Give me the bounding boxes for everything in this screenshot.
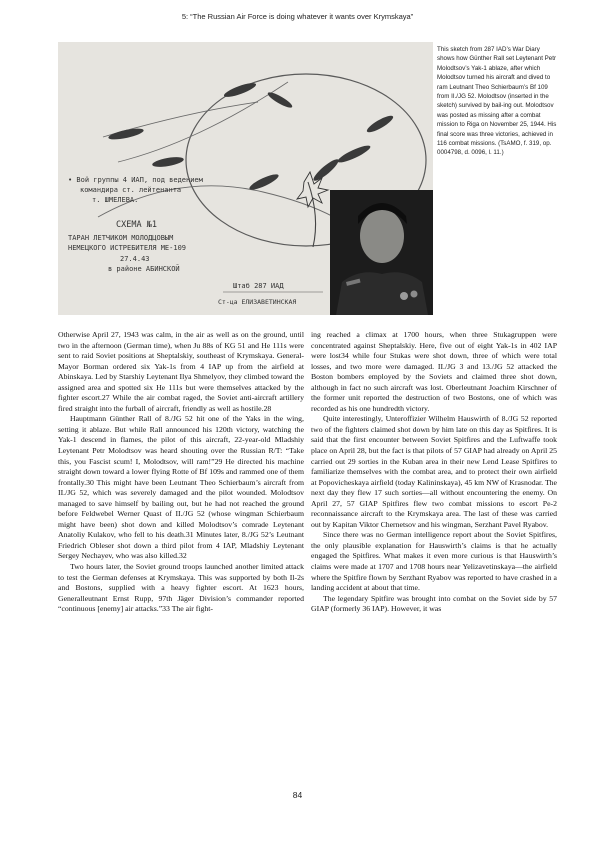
- right-paragraph-3: Since there was no German intelligence report about the Soviet Spitfires, the only plausible explanation for Hauswirth’s claims is that he actually engaged the Spitfires. What makes it even more curious is that Hauswirth’s claims were made at 1707 and 1708 hours near Yelizavetinskaya—the airfield where the Spitfire flown by Serzhant Ryabov was reported to have crashed in a landing accident at about that time.: [311, 530, 557, 593]
- station-label: Ст-ца ЕЛИЗАВЕТИНСКАЯ: [218, 298, 297, 306]
- portrait-face: [360, 209, 404, 263]
- figure-caption: This sketch from 287 IAD’s War Diary shows how Günther Rall set Leytenant Petr Molodtsov’s Yak-1 ablaze, after which Molodtsov turned his aircraft and dived to ram Leutnant Theo Schierbaum’s Bf 109 from II./JG 52. Molodtsov (inserted in the sketch) survived by bail-ing out. Molodtsov was posted as missing after a combat mission to Riga on November 25, 1944. His final score was three victories, achieved in 116 combat missions. (TsAMO, f. 319, op. 0004798, d. 0096, l. 11.): [437, 46, 557, 157]
- page-number: 84: [292, 790, 303, 800]
- staff-label: Штаб 287 ИАД: [233, 282, 284, 290]
- area-label: в районе АБИНСКОЙ: [108, 265, 180, 273]
- left-paragraph-3: Two hours later, the Soviet ground troops launched another limited attack to test the German defenses at Krymskaya. This was supported by both Il-2s and Bostons, supplied with a heavy fighter escort. At 1623 hours, Generalleutnant Ernst Rupp, 97th Jäger Division’s commander reported “continuous [enemy] air attacks.”33 The air fight-: [58, 562, 304, 614]
- date-label: 27.4.43: [120, 255, 150, 263]
- left-paragraph-1: Otherwise April 27, 1943 was calm, in the air as well as on the ground, until two in the afternoon (German time), when Ju 88s of KG 51 and He 111s were sent to raid Soviet positions at Sheptalskiy, southeast of Krymskaya. General-Mayor Borman ordered six Yak-1s from 4 IAP up from the airfield at Abinskaya. Led by Starshiy Leytenant Ilya Shmelyov, they climbed toward the assigned area and spotted six He 111s but were themselves attacked by the fighter escort.27 While the air combat raged, the Soviet anti-aircraft artillery fired straight into the furball of aircraft, friendly as well as hostile.28: [58, 330, 304, 413]
- sketch-annotation-2: командира ст. лейтенанта: [80, 186, 182, 194]
- portrait-drawing: [330, 190, 433, 315]
- portrait-medal-2: [411, 291, 418, 298]
- right-paragraph-2: Quite interestingly, Unteroffizier Wilhelm Hauswirth of 8./JG 52 reported two of the fighters claimed shot down by him late on this day as Spitfires. It is said that the first encounter between Soviet Spitfires and the Luftwaffe took place on April 28, but the fact is that pilots of 57 GIAP had already on April 25 carried out 29 sorties in the Kuban area in their new Lend Lease Spitfires to familiarize themselves with the combat area, and to protect their own airfield at Popovicheskaya airfield (today Kalininskaya), 45 km NW of Krasnodar. The next day they flew 17 such sorties—all without encountering the enemy. On April 27, 57 GIAP Spitfires flew two combat missions to escort Pe-2 reconnaissance aircraft to the Krymskaya area. The last of these was carried out by Kapitan Viktor Chernetsov and his wingman, Serzhant Pavel Ryabov.: [311, 414, 557, 529]
- pilot-portrait-photo: [330, 190, 433, 315]
- scheme-label: СХЕМА №1: [116, 220, 157, 230]
- running-head: 5: “The Russian Air Force is doing whatever it wants over Krymskaya”: [181, 12, 414, 21]
- right-paragraph-1: ing reached a climax at 1700 hours, when three Stukagruppen were concentrated against Sheptalskiy. Here, five out of eight Yak-1s in 402 IAP were lost34 while four Stukas were shot down, three of which were total losses, and two more were damaged. II./JG 3 and 13./JG 52 attacked the Boston bombers employed by the Soviets and claimed three shot down, although in fact no such aircraft was lost. Oberleutnant Joachim Kirschner of the former unit reported the destruction of two Bostons, one of which was recorded as his one hundredth victory.: [311, 330, 557, 413]
- sketch-annotation-3: т. ШМЕЛЕВА.: [92, 196, 139, 204]
- portrait-medal-1: [400, 292, 408, 300]
- ram-label-2: НЕМЕЦКОГО ИСТРЕБИТЕЛЯ МЕ-109: [68, 244, 187, 252]
- sketch-annotation-1: • Вой группы 4 ИАП, под ведением: [68, 176, 203, 184]
- war-diary-sketch-figure: [58, 42, 433, 315]
- left-text-column: [58, 330, 304, 615]
- right-paragraph-4: The legendary Spitfire was brought into combat on the Soviet side by 57 GIAP (formerly 36 IAP). However, it was: [311, 593, 557, 614]
- left-paragraph-2: Hauptmann Günther Rall of 8./JG 52 hit one of the Yaks in the wing, setting it ablaze. But while Rall announced his 120th victory, watching the Yak-1 descend in flames, the pilot of this aircraft, 22-year-old Mladshiy Leytenant Petr Molodtsov was heard shouting over the Russian R/T: “Take this, you Fascist scum! I, Molodtsov, will ram!”29 He directed his machine straight down toward a lower flying Rotte of Bf 109s and rammed one of them frontally.30 This might have been Leutnant Theo Schierbaum’s aircraft from II./JG 52, which was severely damaged and the pilot wounded. Molodtsov managed to save himself by bailing out, but he had not reached the ground before Feldwebel Werner Quast of II./JG 52 (whose wingman Schierbaum might have been) shot down and killed Molodtsov’s comrade Leytenant Anatoliy Kulakov, who fell to his death.31 Minutes later, 8./JG 52’s Leutnant Friedrich Obleser shot down a third pilot from 4 IAP, Mladshiy Leytenant Sergey Nechayev, who was also killed.32: [58, 414, 304, 561]
- ram-label-1: ТАРАН ЛЕТЧИКОМ МОЛОДЦОВЫМ: [68, 234, 174, 242]
- right-text-column: [311, 330, 557, 615]
